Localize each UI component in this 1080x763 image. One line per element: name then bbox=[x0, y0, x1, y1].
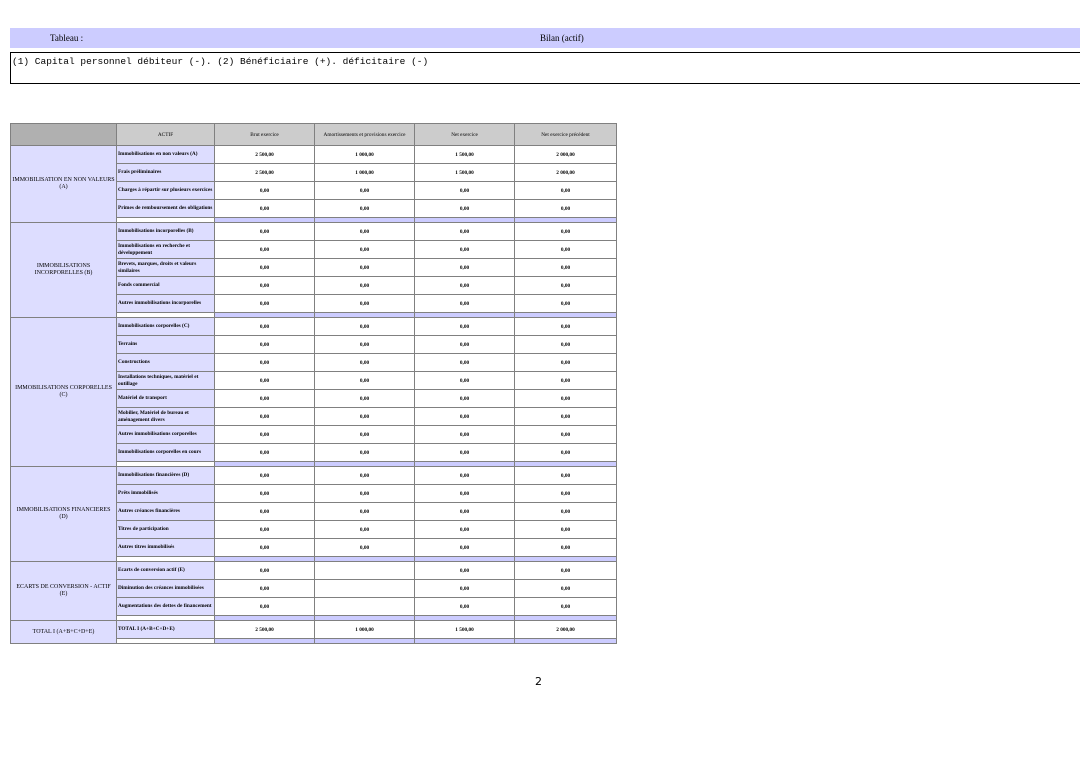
row-label: Immobilisations corporelles (C) bbox=[117, 318, 215, 336]
value-cell-net: 0,00 bbox=[415, 223, 515, 241]
header-cell-actif: ACTIF bbox=[117, 124, 215, 146]
value-cell-amort: 0,00 bbox=[315, 354, 415, 372]
value-cell-prec: 0,00 bbox=[515, 444, 617, 462]
value-cell-prec: 0,00 bbox=[515, 354, 617, 372]
header-cell-net: Net exercice bbox=[415, 124, 515, 146]
value-cell-amort: 0,00 bbox=[315, 372, 415, 390]
value-cell-net: 0,00 bbox=[415, 277, 515, 295]
row-label: Ecarts de conversion actif (E) bbox=[117, 562, 215, 580]
value-cell-amort: 0,00 bbox=[315, 408, 415, 426]
value-cell-prec: 0,00 bbox=[515, 467, 617, 485]
value-cell-amort: 0,00 bbox=[315, 259, 415, 277]
value-cell-net: 0,00 bbox=[415, 259, 515, 277]
value-cell-amort: 0,00 bbox=[315, 241, 415, 259]
value-cell-net: 0,00 bbox=[415, 318, 515, 336]
value-cell-net: 0,00 bbox=[415, 408, 515, 426]
value-cell-amort: 0,00 bbox=[315, 295, 415, 313]
value-cell-brut: 0,00 bbox=[215, 318, 315, 336]
value-cell-net: 0,00 bbox=[415, 580, 515, 598]
value-cell-net: 0,00 bbox=[415, 485, 515, 503]
value-cell-brut: 0,00 bbox=[215, 444, 315, 462]
value-cell-prec: 2 000,00 bbox=[515, 146, 617, 164]
row-label: Autres immobilisations corporelles bbox=[117, 426, 215, 444]
header-cell-brut: Brut exercice bbox=[215, 124, 315, 146]
value-cell-amort: 0,00 bbox=[315, 277, 415, 295]
value-cell-prec: 0,00 bbox=[515, 372, 617, 390]
value-cell-brut: 0,00 bbox=[215, 259, 315, 277]
separator-cell bbox=[117, 639, 215, 644]
value-cell-amort bbox=[315, 598, 415, 616]
value-cell-brut: 2 500,00 bbox=[215, 146, 315, 164]
value-cell-brut: 0,00 bbox=[215, 598, 315, 616]
value-cell-net: 0,00 bbox=[415, 372, 515, 390]
value-cell-net: 0,00 bbox=[415, 241, 515, 259]
value-cell-brut: 0,00 bbox=[215, 182, 315, 200]
value-cell-prec: 0,00 bbox=[515, 259, 617, 277]
section-label: IMMOBILISATIONS INCORPORELLES (B) bbox=[11, 223, 117, 318]
row-label: TOTAL I (A+B+C+D+E) bbox=[117, 621, 215, 639]
header-cell-amortissements: Amortissements et provisions exercice bbox=[315, 124, 415, 146]
table-row bbox=[11, 621, 617, 639]
value-cell-net: 0,00 bbox=[415, 503, 515, 521]
value-cell-brut: 0,00 bbox=[215, 426, 315, 444]
value-cell-amort: 1 000,00 bbox=[315, 164, 415, 182]
table-row bbox=[11, 562, 617, 580]
page-title: Bilan (actif) bbox=[540, 33, 584, 43]
value-cell-net: 1 500,00 bbox=[415, 146, 515, 164]
row-label: Immobilisations en non valeurs (A) bbox=[117, 146, 215, 164]
table-row bbox=[11, 146, 617, 164]
separator-cell bbox=[515, 639, 617, 644]
section-label: IMMOBILISATION EN NON VALEURS (A) bbox=[11, 146, 117, 223]
row-label: Mobilier, Matériel de bureau et aménagement divers bbox=[117, 408, 215, 426]
value-cell-brut: 0,00 bbox=[215, 408, 315, 426]
value-cell-net: 0,00 bbox=[415, 426, 515, 444]
value-cell-prec: 0,00 bbox=[515, 223, 617, 241]
row-label: Primes de remboursement des obligations bbox=[117, 200, 215, 218]
section-label: IMMOBILISATIONS CORPORELLES (C) bbox=[11, 318, 117, 467]
value-cell-brut: 0,00 bbox=[215, 580, 315, 598]
value-cell-amort: 0,00 bbox=[315, 426, 415, 444]
value-cell-prec: 0,00 bbox=[515, 580, 617, 598]
value-cell-net: 0,00 bbox=[415, 467, 515, 485]
row-label: Prêts immobilisés bbox=[117, 485, 215, 503]
value-cell-brut: 0,00 bbox=[215, 200, 315, 218]
value-cell-brut: 0,00 bbox=[215, 467, 315, 485]
value-cell-amort: 1 000,00 bbox=[315, 621, 415, 639]
separator-cell bbox=[315, 639, 415, 644]
table-row bbox=[11, 223, 617, 241]
value-cell-net: 0,00 bbox=[415, 336, 515, 354]
table-header-row bbox=[11, 124, 617, 146]
value-cell-prec: 0,00 bbox=[515, 562, 617, 580]
value-cell-amort: 1 000,00 bbox=[315, 146, 415, 164]
value-cell-prec: 0,00 bbox=[515, 200, 617, 218]
value-cell-brut: 0,00 bbox=[215, 223, 315, 241]
value-cell-prec: 0,00 bbox=[515, 408, 617, 426]
row-label: Immobilisations financières (D) bbox=[117, 467, 215, 485]
value-cell-brut: 0,00 bbox=[215, 336, 315, 354]
value-cell-amort bbox=[315, 562, 415, 580]
value-cell-amort: 0,00 bbox=[315, 485, 415, 503]
value-cell-prec: 2 000,00 bbox=[515, 164, 617, 182]
value-cell-brut: 0,00 bbox=[215, 295, 315, 313]
bilan-actif-table bbox=[10, 123, 617, 644]
row-label: Frais préliminaires bbox=[117, 164, 215, 182]
value-cell-amort: 0,00 bbox=[315, 467, 415, 485]
value-cell-net: 0,00 bbox=[415, 562, 515, 580]
value-cell-brut: 0,00 bbox=[215, 539, 315, 557]
value-cell-amort: 0,00 bbox=[315, 521, 415, 539]
table-body bbox=[11, 146, 617, 644]
value-cell-net: 0,00 bbox=[415, 598, 515, 616]
value-cell-prec: 0,00 bbox=[515, 277, 617, 295]
value-cell-net: 0,00 bbox=[415, 200, 515, 218]
separator-cell bbox=[215, 639, 315, 644]
value-cell-prec: 0,00 bbox=[515, 485, 617, 503]
value-cell-prec: 0,00 bbox=[515, 521, 617, 539]
value-cell-brut: 0,00 bbox=[215, 277, 315, 295]
row-label: Titres de participation bbox=[117, 521, 215, 539]
value-cell-net: 1 500,00 bbox=[415, 621, 515, 639]
value-cell-amort: 0,00 bbox=[315, 200, 415, 218]
header-bar bbox=[10, 28, 1080, 48]
row-label: Autres immobilisations incorporelles bbox=[117, 295, 215, 313]
value-cell-prec: 0,00 bbox=[515, 503, 617, 521]
value-cell-net: 0,00 bbox=[415, 444, 515, 462]
value-cell-brut: 0,00 bbox=[215, 521, 315, 539]
section-label: TOTAL I (A+B+C+D+E) bbox=[11, 621, 117, 644]
value-cell-amort bbox=[315, 580, 415, 598]
value-cell-brut: 0,00 bbox=[215, 503, 315, 521]
table-row bbox=[11, 318, 617, 336]
row-label: Autres créances financières bbox=[117, 503, 215, 521]
value-cell-brut: 0,00 bbox=[215, 562, 315, 580]
table-row bbox=[11, 467, 617, 485]
value-cell-brut: 2 500,00 bbox=[215, 621, 315, 639]
row-label: Autres titres immobilisés bbox=[117, 539, 215, 557]
row-label: Terrains bbox=[117, 336, 215, 354]
value-cell-prec: 0,00 bbox=[515, 598, 617, 616]
value-cell-prec: 0,00 bbox=[515, 539, 617, 557]
section-label: IMMOBILISATIONS FINANCIERES (D) bbox=[11, 467, 117, 562]
note-box: (1) Capital personnel débiteur (-). (2) Bénéficiaire (+). déficitaire (-) bbox=[10, 52, 1080, 84]
value-cell-net: 0,00 bbox=[415, 182, 515, 200]
header-cell-net-precedent: Net exercice précédent bbox=[515, 124, 617, 146]
value-cell-amort: 0,00 bbox=[315, 539, 415, 557]
value-cell-brut: 0,00 bbox=[215, 390, 315, 408]
row-label: Augmentations des dettes de financement bbox=[117, 598, 215, 616]
page-number: 2 bbox=[535, 675, 542, 688]
value-cell-prec: 0,00 bbox=[515, 295, 617, 313]
row-label: Matériel de transport bbox=[117, 390, 215, 408]
row-label: Fonds commercial bbox=[117, 277, 215, 295]
row-label: Installations techniques, matériel et outillage bbox=[117, 372, 215, 390]
value-cell-prec: 2 000,00 bbox=[515, 621, 617, 639]
header-cell-blank bbox=[11, 124, 117, 146]
value-cell-brut: 0,00 bbox=[215, 241, 315, 259]
row-label: Immobilisations incorporelles (B) bbox=[117, 223, 215, 241]
value-cell-amort: 0,00 bbox=[315, 390, 415, 408]
value-cell-net: 0,00 bbox=[415, 354, 515, 372]
value-cell-brut: 0,00 bbox=[215, 372, 315, 390]
value-cell-net: 0,00 bbox=[415, 521, 515, 539]
value-cell-prec: 0,00 bbox=[515, 426, 617, 444]
value-cell-prec: 0,00 bbox=[515, 390, 617, 408]
row-label: Immobilisations en recherche et développement bbox=[117, 241, 215, 259]
value-cell-amort: 0,00 bbox=[315, 223, 415, 241]
value-cell-net: 0,00 bbox=[415, 539, 515, 557]
tableau-label: Tableau : bbox=[50, 33, 84, 43]
value-cell-brut: 0,00 bbox=[215, 354, 315, 372]
row-label: Immobilisations corporelles en cours bbox=[117, 444, 215, 462]
value-cell-amort: 0,00 bbox=[315, 182, 415, 200]
value-cell-prec: 0,00 bbox=[515, 182, 617, 200]
row-label: Diminution des créances immobilisées bbox=[117, 580, 215, 598]
value-cell-amort: 0,00 bbox=[315, 336, 415, 354]
separator-cell bbox=[415, 639, 515, 644]
value-cell-net: 0,00 bbox=[415, 295, 515, 313]
value-cell-amort: 0,00 bbox=[315, 503, 415, 521]
value-cell-prec: 0,00 bbox=[515, 241, 617, 259]
section-label: ECARTS DE CONVERSION - ACTIF (E) bbox=[11, 562, 117, 621]
row-label: Charges à répartir sur plusieurs exercices bbox=[117, 182, 215, 200]
value-cell-brut: 0,00 bbox=[215, 485, 315, 503]
value-cell-prec: 0,00 bbox=[515, 318, 617, 336]
value-cell-prec: 0,00 bbox=[515, 336, 617, 354]
value-cell-net: 0,00 bbox=[415, 390, 515, 408]
row-label: Constructions bbox=[117, 354, 215, 372]
row-label: Brevets, marques, droits et valeurs similaires bbox=[117, 259, 215, 277]
value-cell-amort: 0,00 bbox=[315, 318, 415, 336]
value-cell-brut: 2 500,00 bbox=[215, 164, 315, 182]
value-cell-net: 1 500,00 bbox=[415, 164, 515, 182]
value-cell-amort: 0,00 bbox=[315, 444, 415, 462]
